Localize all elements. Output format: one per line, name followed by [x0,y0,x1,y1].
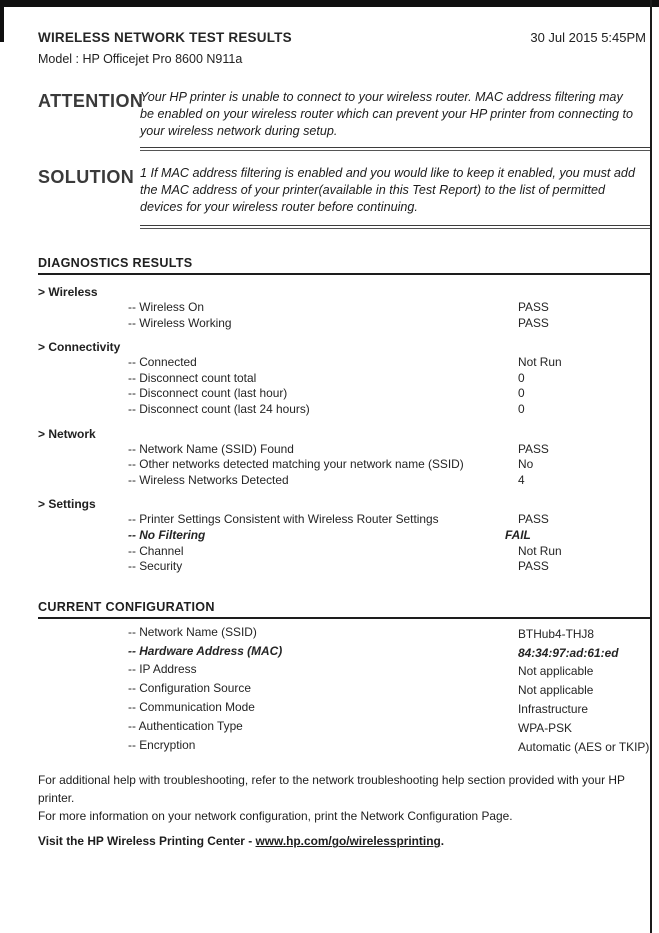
diag-row-label: -- Other networks detected matching your network name (SSID) [128,457,464,472]
solution-label: SOLUTION [38,167,135,187]
config-row [38,698,650,717]
config-row-value: Infrastructure [518,701,589,716]
footer-notes [38,771,650,850]
configuration-list [38,623,650,755]
config-row-label: -- Configuration Source [128,681,251,696]
diag-row-label: -- No Filtering [128,527,206,542]
group-connectivity: > Connectivity [38,340,121,355]
diag-row-value: PASS [518,559,549,574]
diag-row [38,355,650,371]
config-row [38,623,650,642]
diag-row-value: PASS [518,441,549,456]
attention-block [38,89,650,140]
config-row-label: -- Communication Mode [128,699,255,714]
diag-row-no-filtering [38,528,650,544]
config-row-value: WPA-PSK [518,720,572,735]
config-row-label: -- Network Name (SSID) [128,624,257,639]
configuration-heading: CURRENT CONFIGURATION [38,600,650,619]
attention-text: Your HP printer is unable to connect to your wireless router. MAC address filtering may be enabled on your wireless router which can prevent your HP printer from connecting to your wireless network during setup. [140,90,634,138]
diag-row-value: 0 [518,401,525,416]
separator-after-attention [140,147,650,151]
diag-row-value: PASS [518,512,549,527]
config-row [38,660,650,679]
diag-row [38,442,650,458]
group-wireless: > Wireless [38,285,98,299]
diag-row-label: -- Printer Settings Consistent with Wireless Router Settings [128,512,439,527]
diag-row-label: -- Network Name (SSID) Found [128,441,294,456]
report-page [38,0,650,850]
diag-row [38,544,650,560]
printer-model: Model : HP Officejet Pro 8600 N911a [38,52,243,66]
footer-visit-text: Visit the HP Wireless Printing Center - [38,834,256,849]
diag-row-value-fail: FAIL [505,527,531,542]
diag-row [38,559,650,575]
group-settings: > Settings [38,497,96,512]
diag-row-value: No [518,457,534,472]
config-row-value-mac: 84:34:97:ad:61:ed [518,645,619,660]
footer-config-note: For more information on your network configuration, print the Network Configuration Page. [38,809,513,824]
diag-row-label: -- Wireless Working [128,315,232,330]
diag-row [38,371,650,387]
config-row-label: -- Hardware Address (MAC) [128,643,283,658]
diag-row-value: Not Run [518,355,562,370]
config-row-value: Not applicable [518,664,594,679]
config-row-mac-address [38,642,650,661]
diag-row [38,473,650,489]
diagnostics-heading: DIAGNOSTICS RESULTS [38,256,650,275]
diag-row-value: PASS [518,300,549,314]
config-row [38,679,650,698]
diag-row-value: Not Run [518,543,562,558]
config-row [38,736,650,755]
diag-row-value: PASS [518,315,549,330]
report-header [38,30,650,45]
diag-row-label: -- Wireless Networks Detected [128,472,289,487]
diag-row [38,316,650,332]
attention-label: ATTENTION [38,91,144,111]
report-datetime: 30 Jul 2015 5:45PM [530,30,646,45]
diag-row [38,386,650,402]
config-row-value: Not applicable [518,683,594,698]
config-row-label: -- IP Address [128,662,197,677]
solution-block [38,165,650,216]
footer-visit-line [38,832,650,850]
diag-row-label: -- Security [128,559,183,574]
diag-row-label: -- Disconnect count (last hour) [128,386,288,401]
diag-row [38,402,650,418]
config-row-label: -- Encryption [128,737,196,752]
diag-row [38,512,650,528]
diag-row-value: 0 [518,386,525,401]
diag-row-label: -- Disconnect count (last 24 hours) [128,401,310,416]
group-network: > Network [38,426,96,441]
hp-wireless-printing-link[interactable]: www.hp.com/go/wirelessprinting [255,834,441,849]
diag-row-value: 4 [518,472,525,487]
config-row [38,717,650,736]
page-title: WIRELESS NETWORK TEST RESULTS [38,30,292,45]
diag-row-label: -- Channel [128,543,184,558]
diag-row-label: -- Disconnect count total [128,370,257,385]
scan-edge-right [650,0,652,933]
footer-help-note: For additional help with troubleshooting, refer to the network troubleshooting help section provided with your HP printer. [38,773,625,806]
separator-after-solution [140,225,650,229]
config-row-label: -- Authentication Type [128,718,243,733]
config-row-value: BTHub4-THJ8 [518,626,594,641]
diag-row-label: -- Connected [128,355,197,370]
solution-text: 1 If MAC address filtering is enabled and you would like to keep it enabled, you must add the MAC address of your printer(available in this Test Report) to the list of permitted devices for your wireless router before continuing. [140,166,635,214]
diag-row-label: -- Wireless On [128,300,204,314]
diag-row [38,300,650,316]
scan-edge-left [0,0,4,42]
diag-row-value: 0 [518,370,525,385]
config-row-value: Automatic (AES or TKIP) [518,739,650,754]
footer-visit-period: . [440,834,445,849]
diagnostics-results-list [38,285,650,575]
diag-row [38,457,650,473]
